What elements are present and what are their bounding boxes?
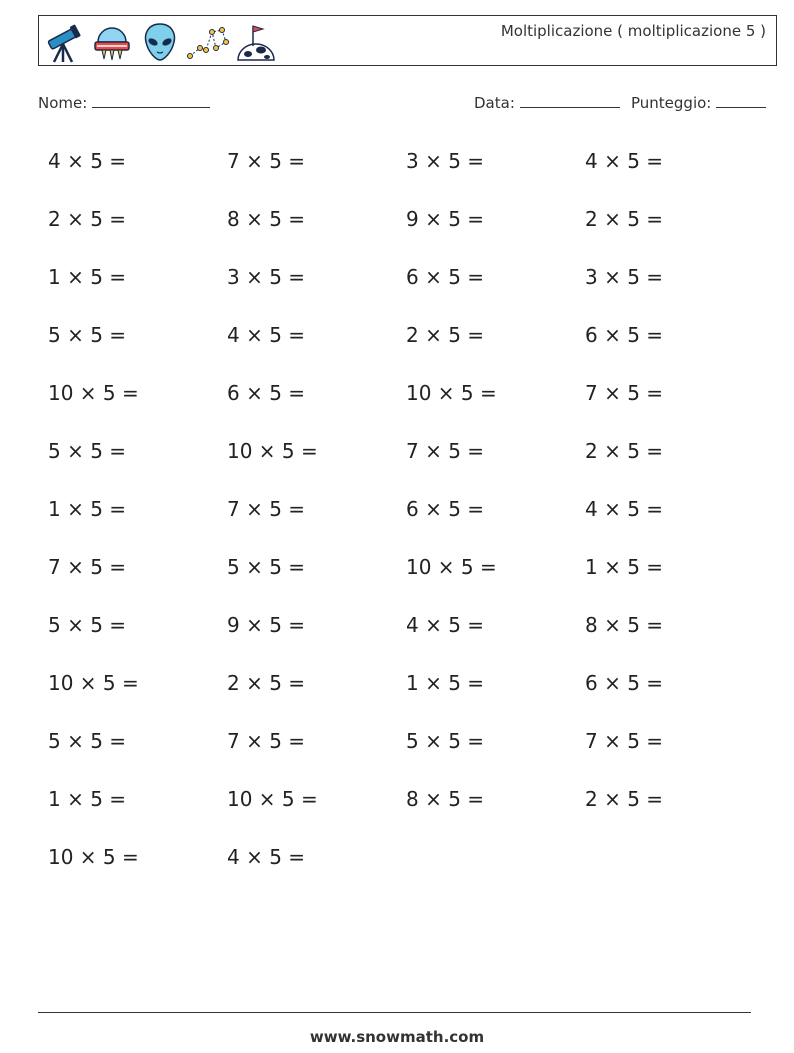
problem-item: 5 × 5 = bbox=[48, 613, 127, 637]
problem-grid bbox=[48, 140, 768, 894]
problem-item: 2 × 5 = bbox=[585, 207, 664, 231]
page-title: Moltiplicazione ( moltiplicazione 5 ) bbox=[500, 22, 766, 40]
problem-item: 2 × 5 = bbox=[406, 323, 485, 347]
date-field bbox=[474, 93, 620, 112]
problem-item: 1 × 5 = bbox=[585, 555, 664, 579]
problem-item: 1 × 5 = bbox=[406, 671, 485, 695]
problem-item: 5 × 5 = bbox=[48, 729, 127, 753]
date-blank[interactable] bbox=[520, 93, 620, 108]
problem-item: 8 × 5 = bbox=[227, 207, 306, 231]
problem-item: 1 × 5 = bbox=[48, 265, 127, 289]
problem-item: 2 × 5 = bbox=[227, 671, 306, 695]
alien-icon bbox=[138, 20, 182, 64]
constellation-icon bbox=[186, 20, 230, 64]
problem-item: 7 × 5 = bbox=[585, 381, 664, 405]
problem-item: 6 × 5 = bbox=[585, 323, 664, 347]
header-icons bbox=[42, 19, 278, 65]
problem-item: 6 × 5 = bbox=[406, 497, 485, 521]
problem-item: 10 × 5 = bbox=[227, 787, 318, 811]
problem-item: 3 × 5 = bbox=[406, 149, 485, 173]
problem-item: 3 × 5 = bbox=[585, 265, 664, 289]
name-blank[interactable] bbox=[92, 93, 210, 108]
problem-item: 7 × 5 = bbox=[227, 729, 306, 753]
problem-item: 4 × 5 = bbox=[585, 149, 664, 173]
problem-item: 10 × 5 = bbox=[48, 671, 139, 695]
problem-item: 8 × 5 = bbox=[585, 613, 664, 637]
problem-item: 4 × 5 = bbox=[48, 149, 127, 173]
header-box bbox=[38, 15, 777, 66]
problem-item: 5 × 5 = bbox=[48, 323, 127, 347]
problem-item: 2 × 5 = bbox=[585, 439, 664, 463]
problem-item: 6 × 5 = bbox=[585, 671, 664, 695]
problem-item: 3 × 5 = bbox=[227, 265, 306, 289]
problem-item: 4 × 5 = bbox=[227, 323, 306, 347]
date-label: Data: bbox=[474, 94, 515, 112]
problem-item: 1 × 5 = bbox=[48, 497, 127, 521]
name-field bbox=[38, 93, 210, 112]
problem-item: 9 × 5 = bbox=[227, 613, 306, 637]
problem-item: 5 × 5 = bbox=[406, 729, 485, 753]
problem-item: 10 × 5 = bbox=[406, 381, 497, 405]
problem-item: 1 × 5 = bbox=[48, 787, 127, 811]
score-label: Punteggio: bbox=[631, 94, 712, 112]
telescope-icon bbox=[42, 20, 86, 64]
problem-item: 4 × 5 = bbox=[227, 845, 306, 869]
problem-item: 7 × 5 = bbox=[585, 729, 664, 753]
problem-item: 2 × 5 = bbox=[48, 207, 127, 231]
problem-item: 8 × 5 = bbox=[406, 787, 485, 811]
score-blank[interactable] bbox=[716, 93, 766, 108]
problem-item: 10 × 5 = bbox=[48, 845, 139, 869]
problem-item: 4 × 5 = bbox=[585, 497, 664, 521]
problem-item: 5 × 5 = bbox=[48, 439, 127, 463]
problem-item: 9 × 5 = bbox=[406, 207, 485, 231]
problem-item: 10 × 5 = bbox=[48, 381, 139, 405]
problem-item: 7 × 5 = bbox=[227, 497, 306, 521]
problem-item: 10 × 5 = bbox=[406, 555, 497, 579]
score-field bbox=[631, 93, 766, 112]
problem-item: 7 × 5 = bbox=[48, 555, 127, 579]
problem-item: 6 × 5 = bbox=[227, 381, 306, 405]
problem-item: 2 × 5 = bbox=[585, 787, 664, 811]
spaceship-icon bbox=[90, 20, 134, 64]
problem-item: 7 × 5 = bbox=[227, 149, 306, 173]
problem-item: 5 × 5 = bbox=[227, 555, 306, 579]
problem-item: 7 × 5 = bbox=[406, 439, 485, 463]
problem-item: 6 × 5 = bbox=[406, 265, 485, 289]
problem-item: 10 × 5 = bbox=[227, 439, 318, 463]
footer-divider bbox=[38, 1012, 751, 1013]
name-label: Nome: bbox=[38, 94, 88, 112]
footer-url: www.snowmath.com bbox=[309, 1028, 485, 1046]
moon-flag-icon bbox=[234, 20, 278, 64]
problem-item: 4 × 5 = bbox=[406, 613, 485, 637]
